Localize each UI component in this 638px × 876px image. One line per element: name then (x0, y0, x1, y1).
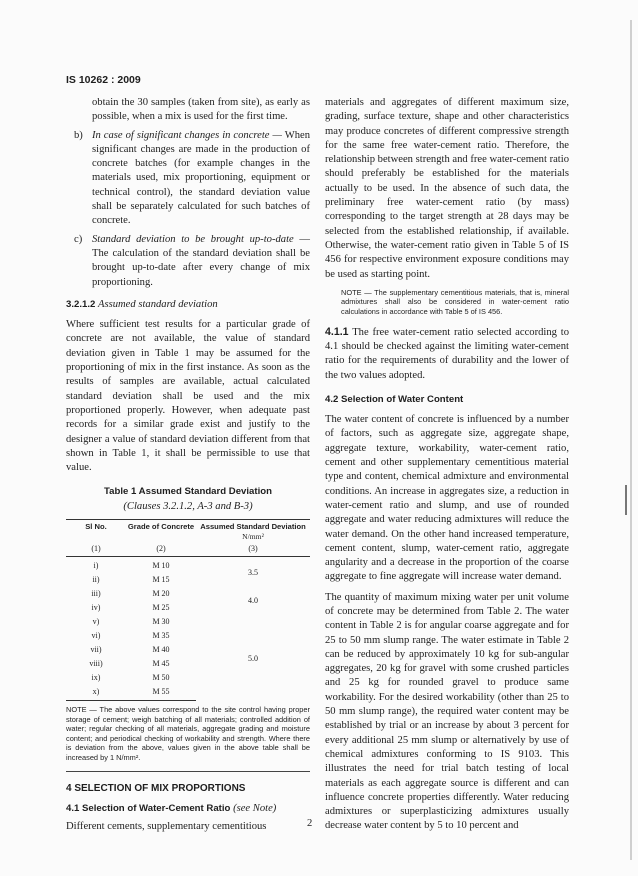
table-row (66, 613, 310, 627)
table1-sd-value: 3.5 (248, 568, 258, 578)
table1-sl: iii) (91, 589, 101, 599)
clause-42-heading (325, 393, 569, 407)
scan-mark (625, 485, 632, 515)
table1-grade: M 25 (152, 603, 170, 613)
clause-41-see: (see Note) (233, 802, 277, 814)
clause-411-number: 4.1.1 (325, 325, 349, 338)
clause-41-paragraph: Different cements, supplementary cementitious (66, 821, 267, 833)
table-row (66, 557, 310, 572)
clause-41-title: Selection of Water-Cement Ratio (82, 802, 231, 814)
table1-sl: ii) (92, 575, 100, 585)
table-row (66, 585, 310, 599)
table1-grade: M 30 (152, 617, 170, 627)
clause-3212-paragraph: Where sufficient test results for a particular grade of concrete are not available, the value of standard deviation given in Table 1 may be assumed for the proportioning of mix in the first instance. As soon as the results of samples are available, actual calculated standard deviation shall be used and the mix proportioned properly. However, when adequate past records for a similar grade exist and justify to the designer a value of standard deviation different from that shown in Table 1, it shall be permissible to use that value. (66, 319, 310, 474)
clause-42-title: Selection of Water Content (341, 393, 464, 405)
list-item-c (66, 233, 310, 290)
table1-sl: iv) (91, 603, 101, 613)
table1-sl: ix) (91, 673, 101, 683)
table1 (66, 519, 310, 701)
list-item-b (66, 129, 310, 229)
list-title-c: Standard deviation to be brought up-to-date (92, 233, 294, 245)
table1-grade: M 15 (152, 575, 170, 585)
right-paragraph-1: materials and aggregates of different maximum size, grading, surface texture, shape and other characteristics may produce concretes of different compressive strength for the same free water-cement ratio. Therefore, the relationship between strength and free water-cement ratio should preferably be established for the materials actually to be used. In the absence of such data, the preliminary free water-cement ratio (by mass) corresponding to the target strength at 28 days may be selected from the established relationship, if available. Otherwise, the water-cement ratio given in Table 5 of IS 456 for respective environment exposure conditions may be used as starting point. (325, 97, 569, 280)
table1-sd-value: 4.0 (248, 596, 258, 606)
table1-header-sd (196, 520, 310, 543)
table1-colnum: (1) (66, 542, 126, 557)
list-text-c: — The calculation of the standard deviation shall be brought up-to-date after every change of mix proportioning. (92, 233, 310, 288)
table1-sl: viii) (89, 659, 103, 669)
table1-colnum: (2) (126, 542, 196, 557)
table1-grade: M 10 (152, 561, 170, 571)
table1-sl: i) (93, 561, 99, 571)
table1-grade: M 50 (152, 673, 170, 683)
scan-edge (630, 20, 632, 860)
table1-sl: x) (66, 683, 126, 701)
clause-42-paragraph-a: The water content of concrete is influenced by a number of factors, such as aggregate size, aggregate shape, aggregate texture, workability, water-cement ratio, cement and other supplementary cementitious material type and content, chemical admixture and environmental conditions. An increase in aggregates size, a reduction in water-cement ratio and slump, and use of rounded aggregate and water reducing admixtures will reduce the water demand. On the other hand increased temperature, cement content, slump, water-cement ratio, aggregate angularity and a decrease in the proportion of the coarse aggregate to fine aggregate will increase water demand. (325, 414, 569, 583)
list-label-b: b) (74, 129, 83, 141)
table1-grade: M 45 (152, 659, 170, 669)
table1-sl: vii) (90, 645, 102, 655)
clause-42-number: 4.2 (325, 393, 339, 405)
table1-colnum: (3) (196, 542, 310, 557)
list-label-c: c) (74, 233, 83, 245)
list-title-b: In case of significant changes in concrete — (92, 129, 282, 141)
table1-sd-value: 5.0 (248, 653, 258, 663)
right-note: NOTE — The supplementary cementitious materials, that is, mineral admixtures shall also be considered in water-cement ratio calculations in accordance with Table 5 of IS 456. (341, 287, 569, 317)
table1-group-1 (66, 557, 310, 586)
table1-header-sd-label: Assumed Standard Deviation (200, 522, 306, 532)
page-number: 2 (307, 818, 313, 829)
table1-caption: Table 1 Assumed Standard Deviation (104, 486, 272, 498)
clause-3212-heading (66, 298, 310, 312)
table1-sl: vi) (91, 631, 101, 641)
section-4-heading: 4 SELECTION OF MIX PROPORTIONS (66, 782, 246, 794)
left-column (66, 96, 313, 834)
table1-sl: v) (92, 617, 100, 627)
clause-41-number: 4.1 (66, 802, 80, 814)
table1-header-sl: Sl No. (66, 520, 126, 543)
clause-411-paragraph (325, 325, 569, 383)
table1-header-grade: Grade of Concrete (126, 520, 196, 543)
table1-group-2 (66, 585, 310, 613)
table1-grade: M 35 (152, 631, 170, 641)
list-text-b: When significant changes are made in the production of concrete batches (for example changes in the materials used, mix proportioning, equipment or technical control), the standard deviation value shall be separately calculated for such batches of concrete. (92, 129, 310, 227)
right-column (325, 96, 569, 834)
table1-group-3 (66, 613, 310, 701)
table1-grade: M 20 (152, 589, 170, 599)
clause-411-text: The free water-cement ratio selected according to 4.1 should be checked against the limiting water-cement ratio for the requirements of durability and the lower of the two values adopted. (325, 326, 570, 381)
clause-3212-title: Assumed standard deviation (98, 298, 218, 310)
section-divider (66, 771, 310, 772)
clause-42-paragraph-b: The quantity of maximum mixing water per unit volume of concrete may be determined from Table 2. The water content in Table 2 is for angular coarse aggregate and for 25 to 50 mm slump range. The water estimate in Table 2 can be reduced by approximately 10 kg for sub-angular aggregates, 20 kg for gravel with some crushed particles and 25 kg for rounded gravel to produce same workability. For the desired workability (other than 25 to 50 mm slump range), the required water content may be established by trial or an increase by about 3 percent for every additional 25 mm slump or alternatively by use of chemical admixtures conforming to IS 9103. This illustrates the need for trial batch testing of local materials as each aggregate source is different and can influence concrete properties differently. Water reducing admixtures or superplasticizing admixtures usually decrease water content by 5 to 10 percent and (325, 591, 569, 832)
paragraph-continued: obtain the 30 samples (taken from site), as early as possible, when a mix is used for the first time. (92, 97, 310, 123)
clause-41-heading (66, 802, 310, 816)
clause-3212-number: 3.2.1.2 (66, 298, 96, 310)
table1-note: NOTE — The above values correspond to the site control having proper storage of cement; weigh batching of all materials; controlled addition of water; regular checking of all materials, aggregate grading and moisture content; and periodical checking of workability and strength. Where there is deviation from the above, values given in the above table shall be increased by 1 N/mm². (66, 705, 310, 762)
standard-number: IS 10262 : 2009 (66, 74, 141, 86)
table1-grade: M 55 (126, 683, 196, 701)
table1-header-unit: N/mm² (242, 532, 264, 542)
table1-clauses: (Clauses 3.2.1.2, A-3 and B-3) (123, 500, 253, 512)
table1-grade: M 40 (152, 645, 170, 655)
